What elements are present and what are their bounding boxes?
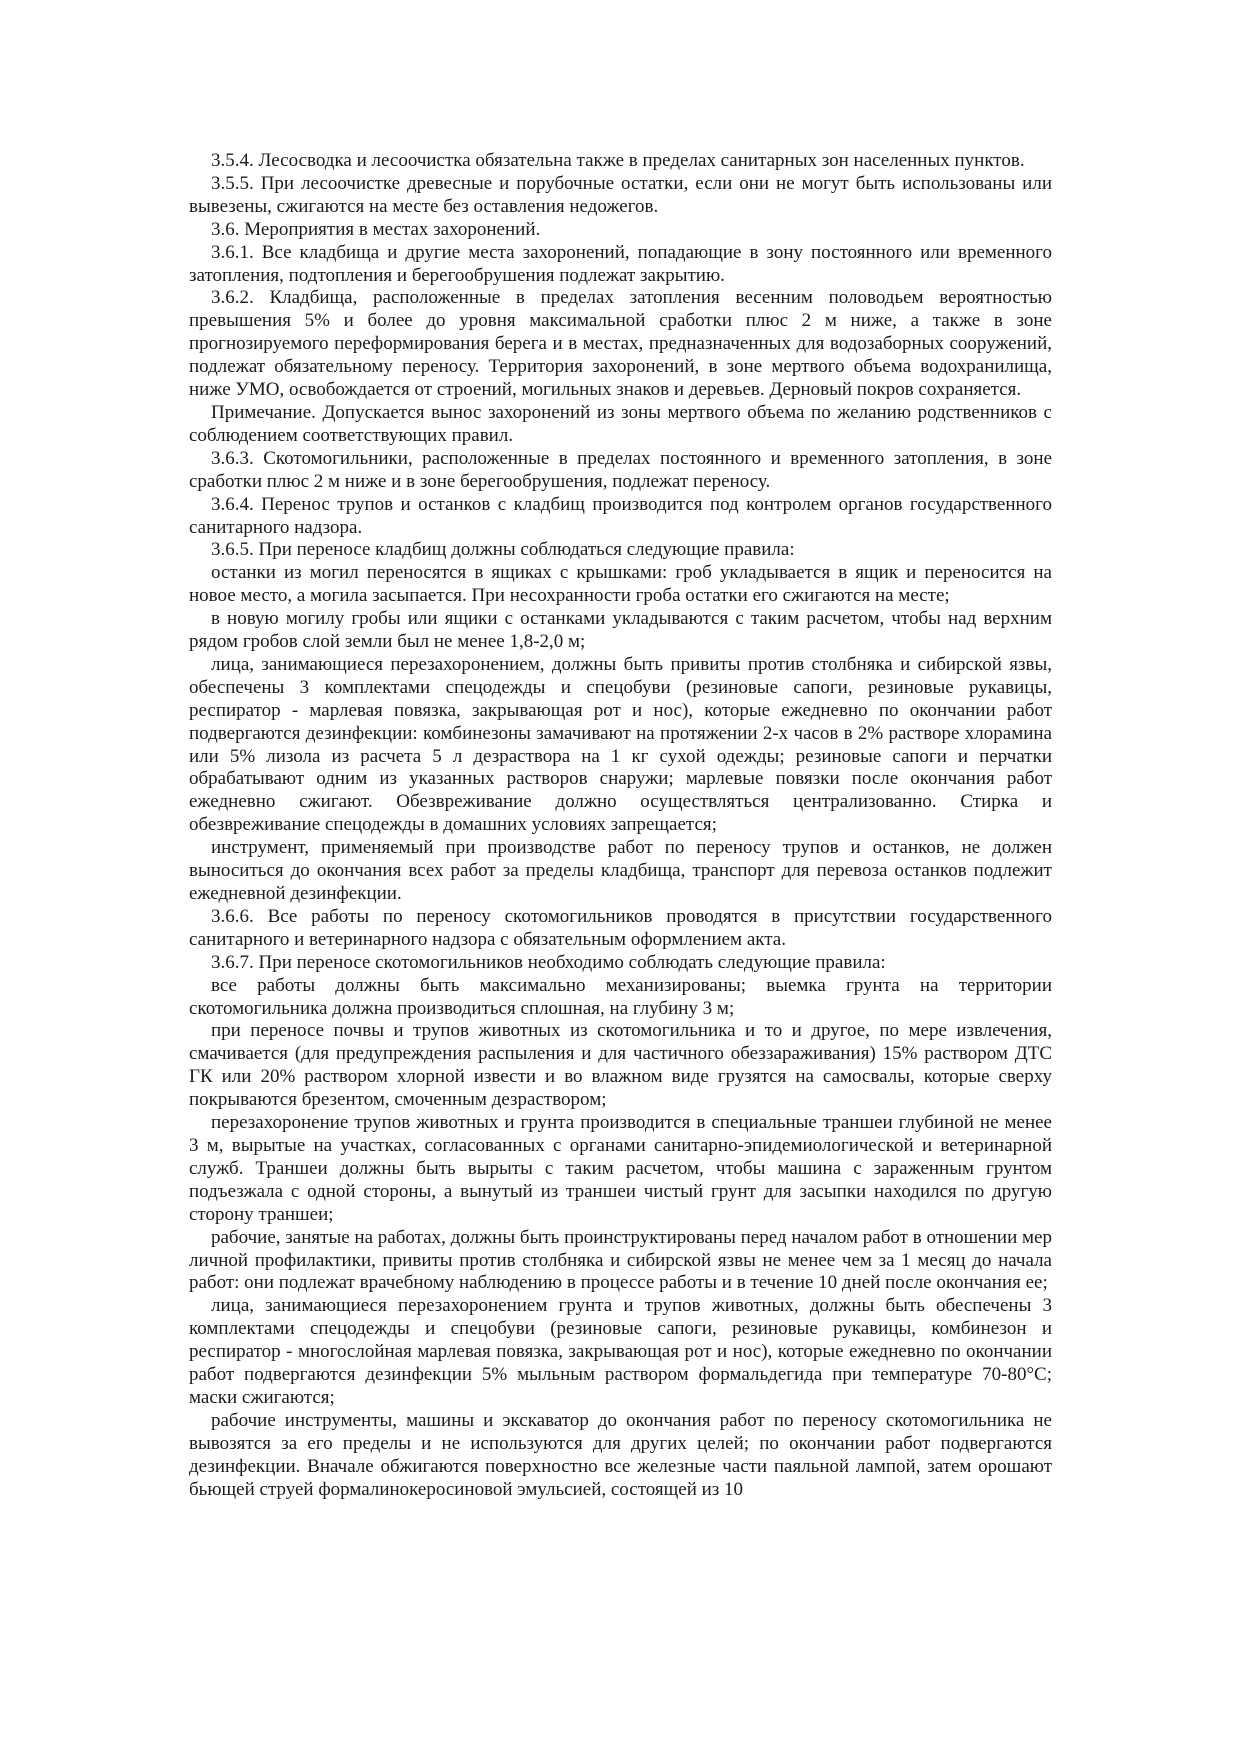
paragraph-3-6-1: 3.6.1. Все кладбища и другие места захоронений, попадающие в зону постоянного или временного затопления, подтопления и берегообрушения подлежат закрытию. bbox=[189, 241, 1052, 286]
rule-item-mechanization: все работы должны быть максимально механизированы; выемка грунта на территории скотомогильника должна производиться сплошная, на глубину 3 м; bbox=[189, 974, 1052, 1019]
paragraph-3-5-4: 3.5.4. Лесосводка и лесоочистка обязательна также в пределах санитарных зон населенных пунктов. bbox=[211, 150, 1025, 171]
paragraph-3-6-7: 3.6.7. При переносе скотомогильников необходимо соблюдать следующие правила: bbox=[211, 951, 886, 973]
rule-item-tools: инструмент, применяемый при производстве работ по переносу трупов и останков, не должен выноситься до окончания всех работ за пределы кладбища, транспорт для перевоза останков подлежит ежедневной дезинфекции. bbox=[189, 837, 1052, 904]
rule-item-protective-clothing: лица, занимающиеся перезахоронением грунта и трупов животных, должны быть обеспечены 3 комплектами спецодежды и спецобуви (резиновые сапоги, резиновые рукавицы, комбинезон и респиратор - многослойная марлевая повязка, закрывающая рот и нос), которые ежедневно по окончании работ подвергаются дезинфекции 5% мыльным раствором формальдегида при температуре 70-80°С; маски сжигаются; bbox=[189, 1295, 1052, 1408]
rule-item-remains-transfer: останки из могил переносятся в ящиках с крышками: гроб укладывается в ящик и переносится на новое место, а могила засыпается. При несохранности гроба остатки его сжигаются на месте; bbox=[189, 562, 1052, 607]
paragraph-3-6-5: 3.6.5. При переносе кладбищ должны соблюдаться следующие правила: bbox=[211, 539, 795, 561]
rule-item-new-grave: в новую могилу гробы или ящики с останками укладываются с таким расчетом, чтобы над верхним рядом гробов слой земли был не менее 1,8-2,0 м; bbox=[189, 608, 1052, 653]
rule-item-worker-instruction: рабочие, занятые на работах, должны быть проинструктированы перед началом работ в отношении мер личной профилактики, привиты против столбняка и сибирской язвы не менее чем за 1 месяц до начала работ: они подлежат врачебному наблюдению в процессе работы и в течение 10 дней после окончания ее; bbox=[189, 1226, 1052, 1294]
rule-item-reburial-trenches: перезахоронение трупов животных и грунта производится в специальные траншеи глубиной не менее 3 м, вырытые на участках, согласованных с органами санитарно-эпидемиологической и ветеринарной служб. Траншеи должны быть вырыты с таким расчетом, чтобы машина с зараженным грунтом подъезжала с одной стороны, а вынутый из траншеи чистый грунт для засыпки находился по другую сторону траншеи; bbox=[189, 1112, 1052, 1225]
note-paragraph: Примечание. Допускается вынос захоронений из зоны мертвого объема по желанию родственников с соблюдением соответствующих правил. bbox=[189, 401, 1052, 446]
paragraph-3-6-6: 3.6.6. Все работы по переносу скотомогильников проводятся в присутствии государственного санитарного и ветеринарного надзора с обязательным оформлением акта. bbox=[189, 905, 1052, 950]
section-heading-3-6: 3.6. Мероприятия в местах захоронений. bbox=[211, 218, 541, 240]
paragraph-3-6-4: 3.6.4. Перенос трупов и останков с кладбищ производится под контролем органов государственного санитарного надзора. bbox=[189, 493, 1052, 538]
rule-item-equipment-disinfection: рабочие инструменты, машины и экскаватор до окончания работ по переносу скотомогильника не вывозятся за его пределы и не используются для других целей; по окончании работ подвергаются дезинфекции. Вначале обжигаются поверхностно все железные части паяльной лампой, затем орошают бьющей струей формалинокеросиновой эмульсией, состоящей из 10 bbox=[189, 1409, 1052, 1500]
rule-item-workers-protection: лица, занимающиеся перезахоронением, должны быть привиты против столбняка и сибирской язвы, обеспечены 3 комплектами спецодежды и спецобуви (резиновые сапоги, резиновые рукавицы, респиратор - марлевая повязка, закрывающая рот и нос), которые ежедневно по окончании работ подвергаются дезинфекции: комбинезоны замачивают на протяжении 2-х часов в 2% растворе хлорамина или 5% лизола из расчета 5 л дезраствора на 1 кг сухой одежды; резиновые сапоги и перчатки обрабатывают одним из указанных растворов снаружи; марлевые повязки после окончания работ ежедневно сжигают. Обезвреживание должно осуществляться централизованно. Стирка и обезвреживание спецодежды в домашних условиях запрещается; bbox=[189, 653, 1052, 836]
paragraph-3-5-5: 3.5.5. При лесоочистке древесные и порубочные остатки, если они не могут быть использованы или вывезены, сжигаются на месте без оставления недожегов. bbox=[189, 172, 1052, 217]
rule-item-soil-wetting: при переносе почвы и трупов животных из скотомогильника и то и другое, по мере извлечения, смачивается (для предупреждения распыления и для частичного обеззараживания) 15% раствором ДТС ГК или 20% раствором хлорной извести и во влажном виде грузятся на самосвалы, которые сверху покрываются брезентом, смоченным дезраствором; bbox=[189, 1020, 1052, 1111]
paragraph-3-6-3: 3.6.3. Скотомогильники, расположенные в пределах постоянного и временного затопления, в зоне сработки плюс 2 м ниже и в зоне берегообрушения, подлежат переносу. bbox=[189, 447, 1052, 492]
document-body bbox=[189, 150, 1052, 1501]
paragraph-3-6-2: 3.6.2. Кладбища, расположенные в пределах затопления весенним половодьем вероятностью превышения 5% и более до уровня максимальной сработки плюс 2 м ниже, а также в зоне прогнозируемого переформирования берега и в местах, предназначенных для водозаборных сооружений, подлежат обязательному переносу. Территория захоронений, в зоне мертвого объема водохранилища, ниже УМО, освобождается от строений, могильных знаков и деревьев. Дерновый покров сохраняется. bbox=[189, 287, 1052, 401]
